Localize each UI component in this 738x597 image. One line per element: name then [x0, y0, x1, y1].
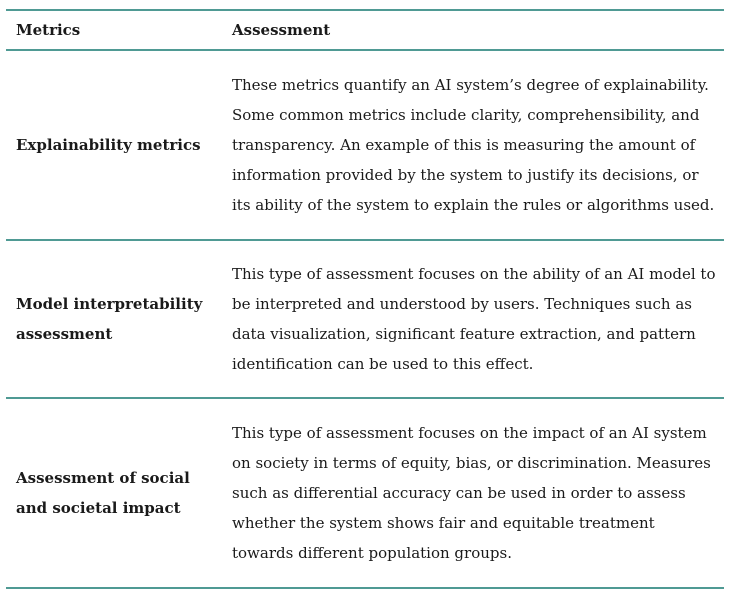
- metric-name: Explainability metrics: [16, 136, 201, 154]
- table-row: [6, 398, 724, 588]
- table-body: [6, 50, 724, 588]
- metrics-table-container: [6, 9, 724, 589]
- assessment-text: This type of assessment focuses on the ability of an AI model to be interpreted and understood by users. Techniques such as data visualization, significant feature extraction, and pattern identification can be used to this effect.: [232, 265, 716, 373]
- table-header: [6, 10, 724, 50]
- header-row: [6, 10, 724, 50]
- metrics-table: [6, 9, 724, 589]
- metric-name: Model interpretability assessment: [16, 295, 203, 343]
- header-assessment: Assessment: [232, 21, 331, 39]
- table-row: [6, 240, 724, 398]
- table-row: [6, 50, 724, 240]
- metric-name: Assessment of social and societal impact: [16, 469, 190, 517]
- assessment-text: This type of assessment focuses on the impact of an AI system on society in terms of equity, bias, or discrimination. Measures such as differential accuracy can be used in order to assess whether the system shows fair and equitable treatment towards different population groups.: [232, 424, 711, 562]
- assessment-text: These metrics quantify an AI system’s degree of explainability. Some common metrics include clarity, comprehensibility, and transparency. An example of this is measuring the amount of information provided by the system to justify its decisions, or its ability of the system to explain the rules or algorithms used.: [232, 76, 715, 214]
- header-metrics: Metrics: [16, 21, 81, 39]
